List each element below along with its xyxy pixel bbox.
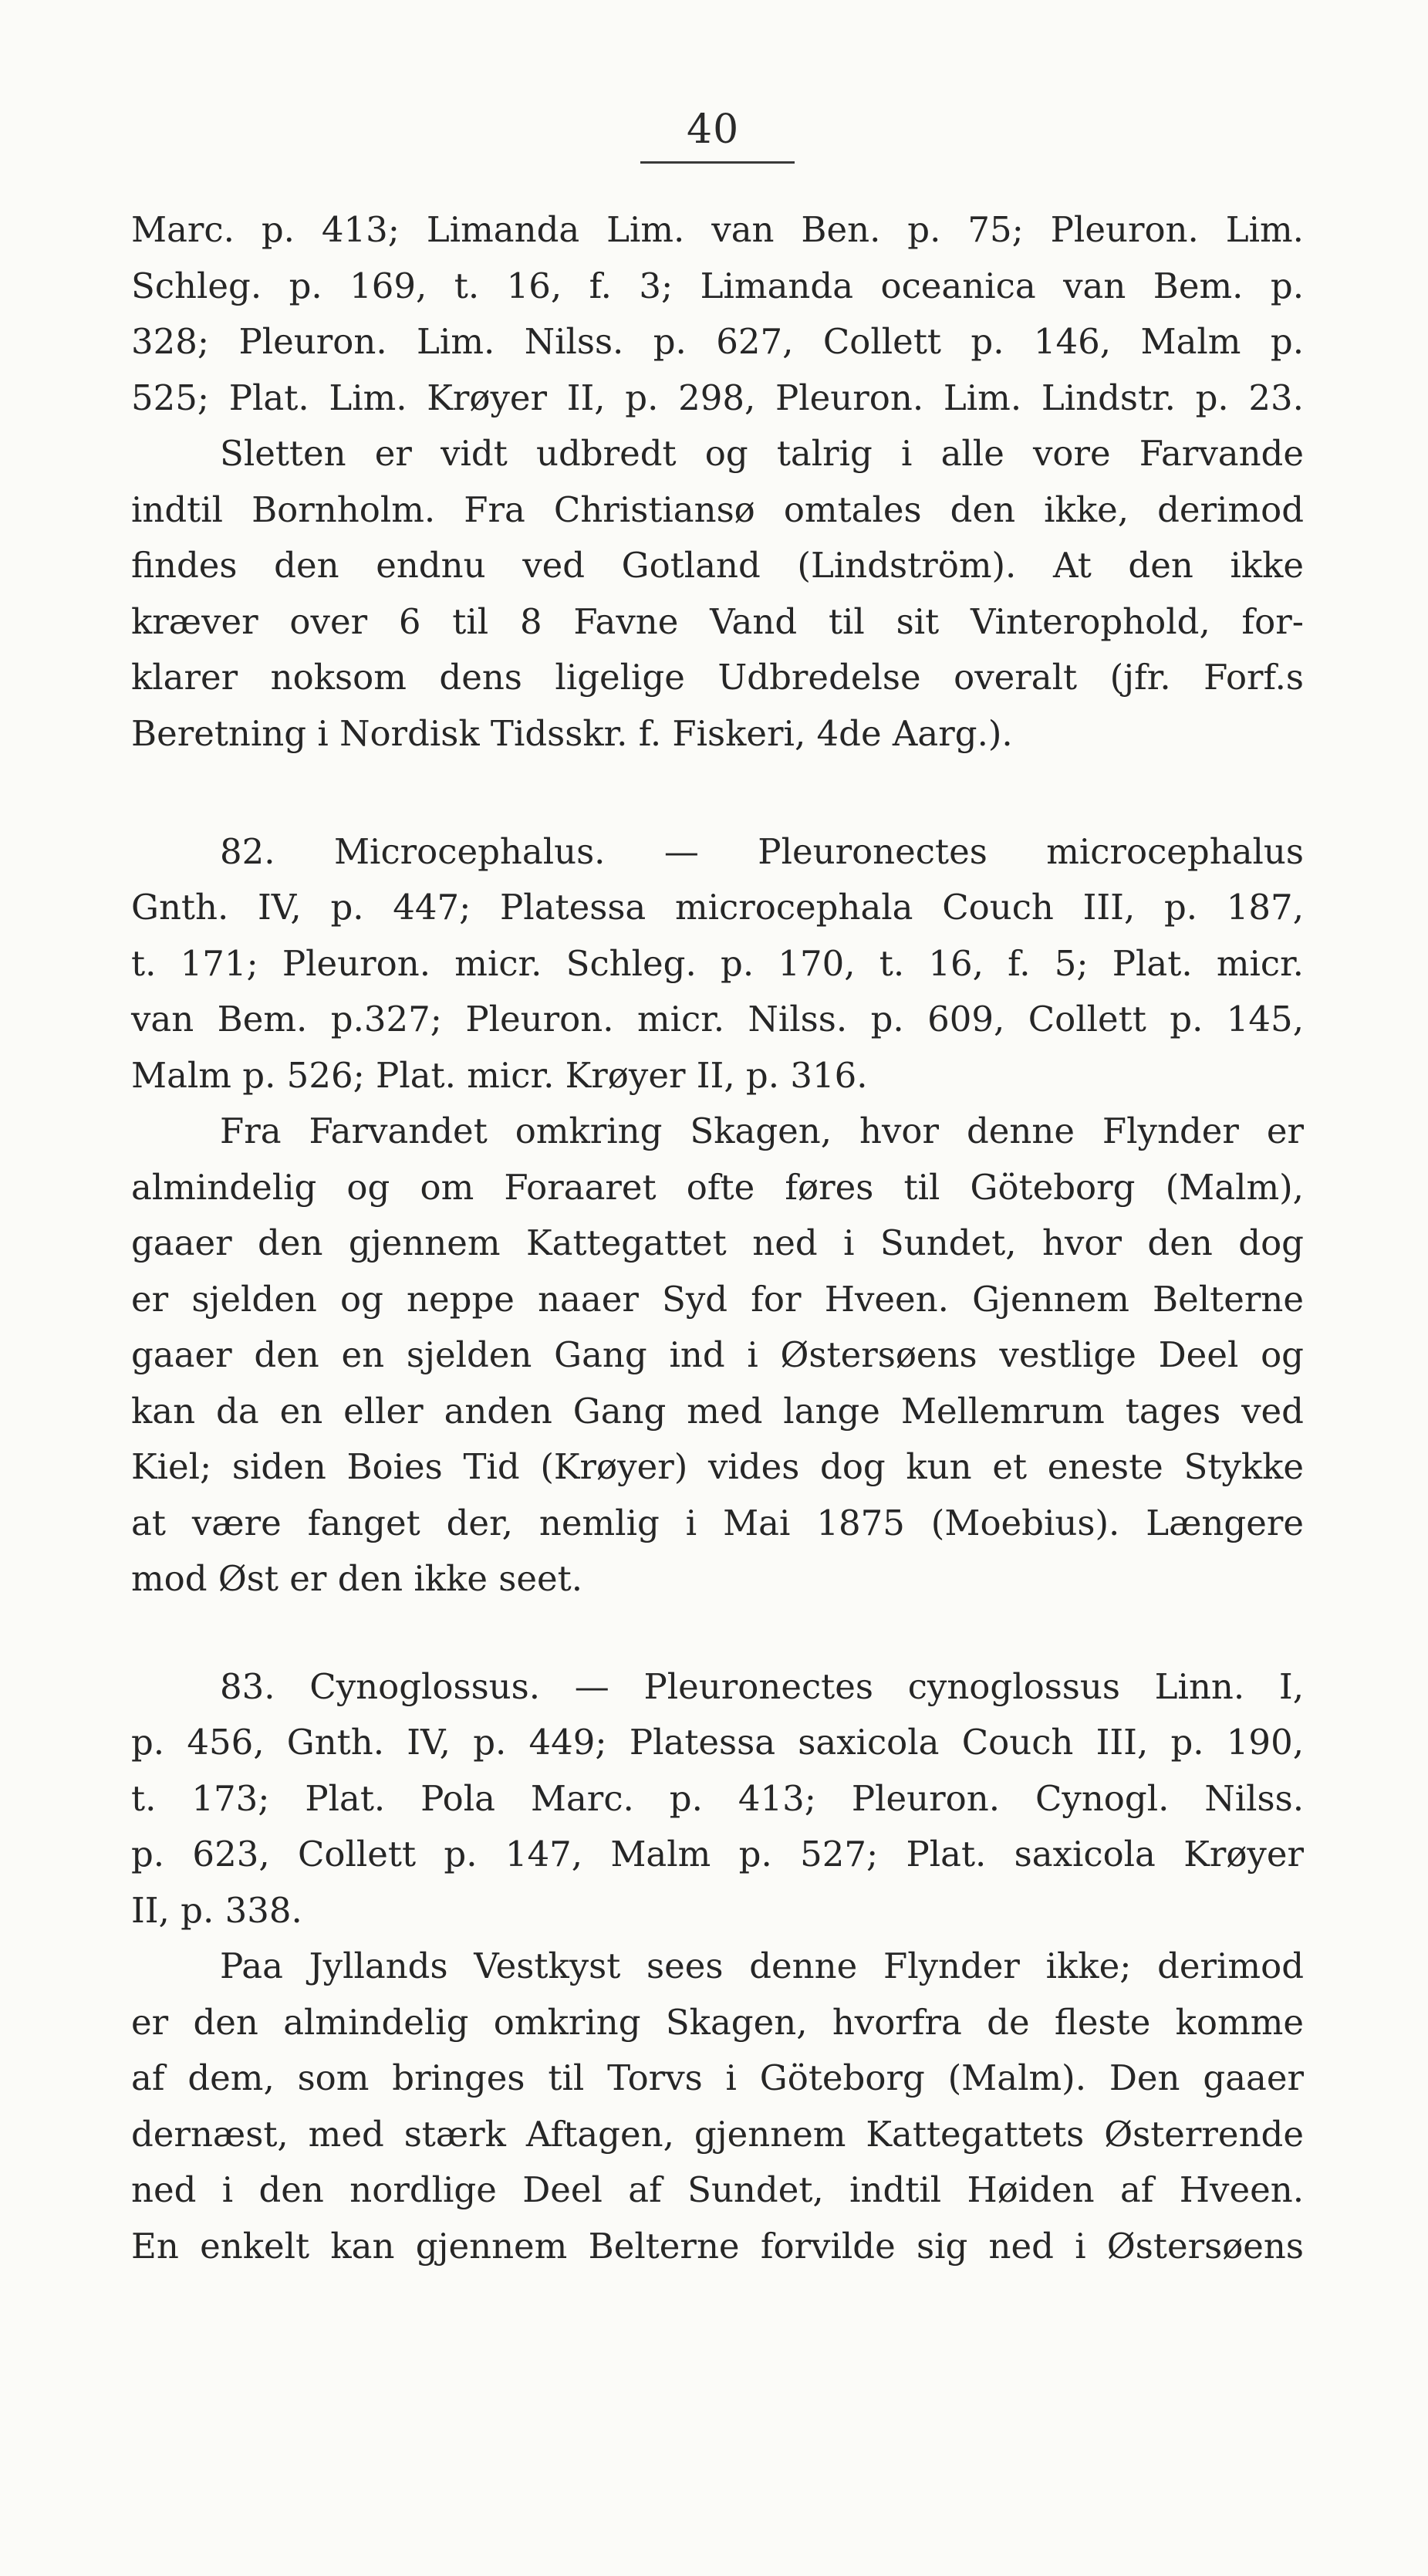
text-line: II, p. 338. (131, 1890, 302, 1931)
text-line: kræver over 6 til 8 Favne Vand til sit Vinterophold, for- (131, 601, 1304, 642)
text-line: t. 173; Plat. Pola Marc. p. 413; Pleuron. Cynogl. Nilss. (131, 1778, 1304, 1819)
text-line: Sletten er vidt udbredt og talrig i alle vore Farvande (220, 433, 1304, 474)
page-number: 40 (687, 106, 740, 153)
text-line: En enkelt kan gjennem Belterne forvilde sig ned i Østersøens (131, 2226, 1304, 2267)
text-line: Fra Farvandet omkring Skagen, hvor denne Flynder er (220, 1111, 1304, 1151)
text-line: indtil Bornholm. Fra Christiansø omtales den ikke, derimod (131, 489, 1304, 530)
text-line: almindelig og om Foraaret ofte føres til Göteborg (Malm), (131, 1167, 1304, 1208)
text-line: af dem, som bringes til Torvs i Göteborg (Malm). Den gaaer (131, 2057, 1304, 2098)
text-line: kan da en eller anden Gang med lange Mellemrum tages ved (131, 1391, 1304, 1432)
text-line: ned i den nordlige Deel af Sundet, indtil Høiden af Hveen. (131, 2169, 1304, 2210)
text-line: er sjelden og neppe naaer Syd for Hveen. Gjennem Belterne (131, 1279, 1304, 1320)
text-line: p. 623, Collett p. 147, Malm p. 527; Plat. saxicola Krøyer (131, 1834, 1304, 1875)
text-line: van Bem. p.327; Pleuron. micr. Nilss. p. 609, Collett p. 145, (131, 999, 1304, 1040)
text-line: gaaer den en sjelden Gang ind i Østersøens vestlige Deel og (131, 1334, 1304, 1375)
text-line: Gnth. IV, p. 447; Platessa microcephala Couch III, p. 187, (131, 887, 1304, 928)
page-number-rule (640, 161, 795, 164)
section-heading-82: 82. Microcephalus. — Pleuronectes microcephalus (220, 831, 1304, 872)
text-line: Marc. p. 413; Limanda Lim. van Ben. p. 75; Pleuron. Lim. (131, 209, 1304, 250)
section-heading-83: 83. Cynoglossus. — Pleuronectes cynoglossus Linn. I, (220, 1666, 1304, 1707)
text-line: p. 456, Gnth. IV, p. 449; Platessa saxicola Couch III, p. 190, (131, 1722, 1304, 1763)
text-line: er den almindelig omkring Skagen, hvorfra de fleste komme (131, 2002, 1304, 2043)
text-line: at være fanget der, nemlig i Mai 1875 (Moebius). Længere (131, 1503, 1304, 1543)
text-line: Kiel; siden Boies Tid (Krøyer) vides dog kun et eneste Stykke (131, 1446, 1304, 1487)
text-line: t. 171; Pleuron. micr. Schleg. p. 170, t. 16, f. 5; Plat. micr. (131, 943, 1304, 984)
text-line: Beretning i Nordisk Tidsskr. f. Fiskeri, 4de Aarg.). (131, 713, 1013, 754)
text-line: Schleg. p. 169, t. 16, f. 3; Limanda oceanica van Bem. p. (131, 265, 1304, 306)
text-line: Malm p. 526; Plat. micr. Krøyer II, p. 316. (131, 1055, 868, 1096)
text-line: klarer noksom dens ligelige Udbredelse overalt (jfr. Forf.s (131, 657, 1304, 698)
text-line: gaaer den gjennem Kattegattet ned i Sundet, hvor den dog (131, 1222, 1304, 1263)
text-line: mod Øst er den ikke seet. (131, 1558, 583, 1599)
text-line: 525; Plat. Lim. Krøyer II, p. 298, Pleuron. Lim. Lindstr. p. 23. (131, 377, 1304, 418)
text-line: 328; Pleuron. Lim. Nilss. p. 627, Collett p. 146, Malm p. (131, 321, 1304, 362)
text-line: Paa Jyllands Vestkyst sees denne Flynder ikke; derimod (220, 1946, 1304, 1986)
text-line: dernæst, med stærk Aftagen, gjennem Kattegattets Østerrende (131, 2114, 1304, 2155)
text-line: findes den endnu ved Gotland (Lindström). At den ikke (131, 545, 1304, 586)
